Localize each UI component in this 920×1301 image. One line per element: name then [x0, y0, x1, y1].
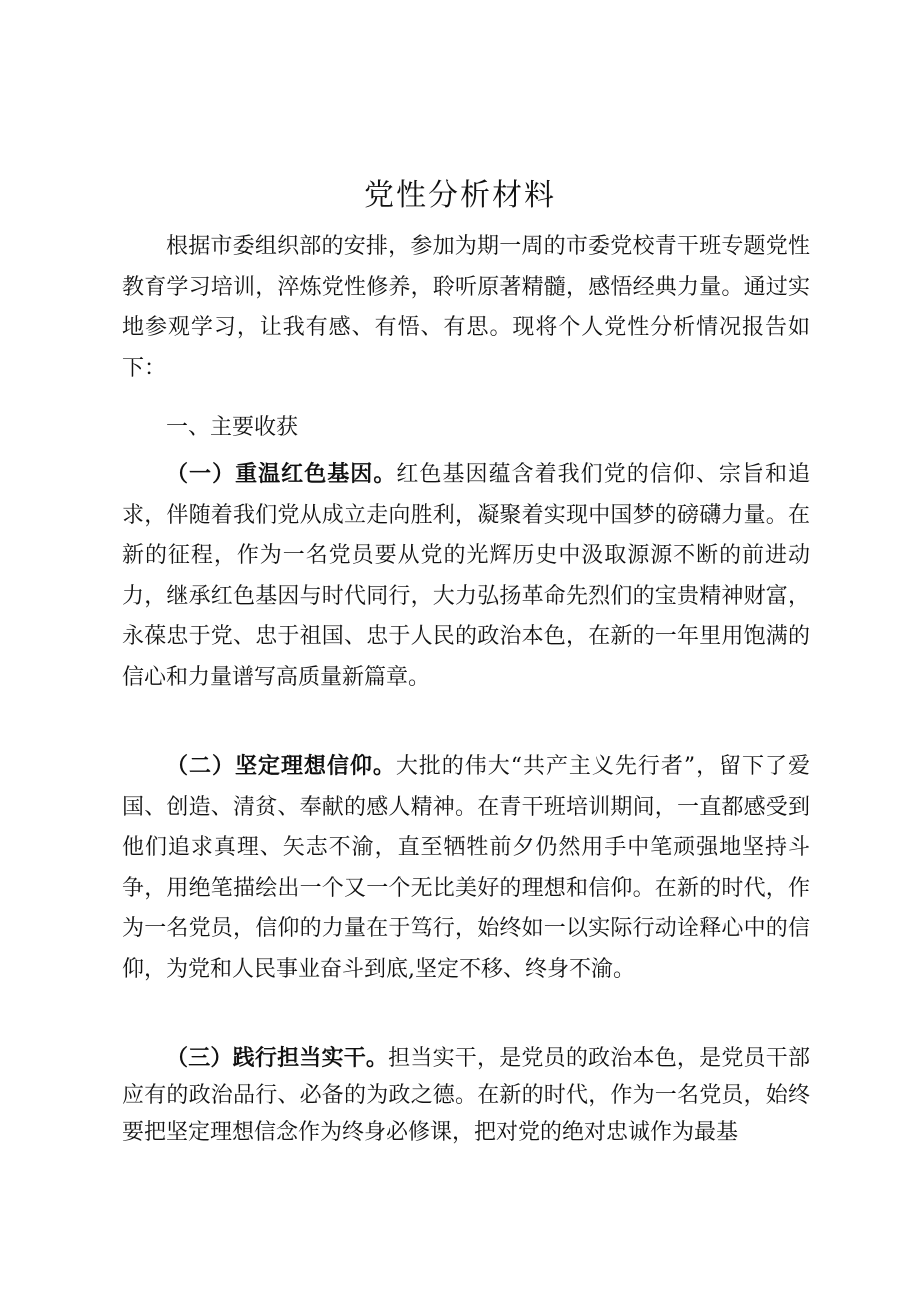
paragraph-responsibility-body: 担当实干，是党员的政治本色，是党员干部应有的政治品行、必备的为政之德。在新的时代，作为一名党员，始终要把坚定理想信念作为终身必修课，把对党的绝对忠诚作为最基 [122, 1046, 810, 1145]
subheading-responsibility: （三）践行担当实干。 [166, 1046, 389, 1071]
paragraph-red-gene-body: 红色基因蕴含着我们党的信仰、宗旨和追求，伴随着我们党从成立走向胜利，凝聚着实现中国梦的磅礴力量。在新的征程，作为一名党员要从党的光辉历史中汲取源源不断的前进动力，继承红色基因与时代同行，大力弘扬革命先烈们的宝贵精神财富，永葆忠于党、忠于祖国、忠于人民的政治本色，在新的一年里用饱满的信心和力量谱写高质量新篇章。 [122, 462, 810, 690]
section-heading-main-gains: 一、主要收获 [166, 415, 299, 440]
intro-paragraph: 根据市委组织部的安排，参加为期一周的市委党校青干班专题党性教育学习培训，淬炼党性修养，聆听原著精髓，感悟经典力量。通过实地参观学习，让我有感、有悟、有思。现将个人党性分析情况报告如下： [122, 234, 810, 381]
subheading-ideals: （二）坚定理想信仰。 [166, 754, 396, 779]
subheading-red-gene: （一）重温红色基因。 [166, 462, 397, 487]
paragraph-ideals [122, 747, 810, 991]
document-title: 党性分析材料 [364, 178, 556, 213]
paragraph-responsibility [122, 1040, 810, 1151]
paragraph-ideals-body: 大批的伟大“共产主义先行者”，留下了爱国、创造、清贫、奉献的感人精神。在青干班培训期间，一直都感受到他们追求真理、矢志不渝，直至牺牲前夕仍然用手中笔顽强地坚持斗争，用绝笔描绘出一个又一个无比美好的理想和信仰。在新的时代，作为一名党员，信仰的力量在于笃行，始终如一以实际行动诠释心中的信仰，为党和人民事业奋斗到底,坚定不移、终身不渝。 [122, 754, 810, 982]
paragraph-red-gene [122, 455, 810, 699]
